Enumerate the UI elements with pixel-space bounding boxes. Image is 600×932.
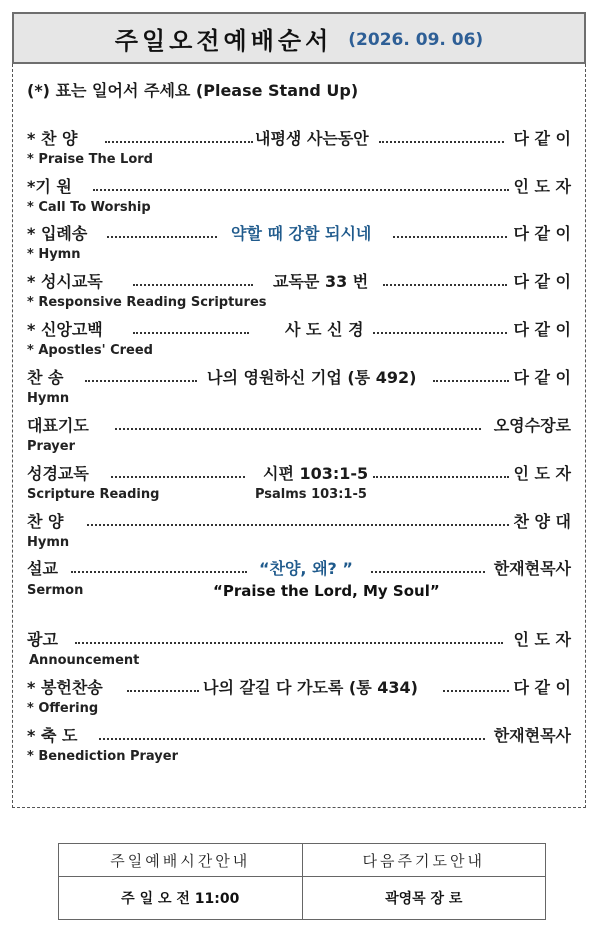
leader-dots [115,428,481,430]
item-english: * Call To Worship [27,200,151,215]
sermon-english-title: “Praise the Lord, My Soul” [213,582,440,600]
leader-dots [373,476,509,478]
item-title: 대표기도 [27,416,89,435]
item-english: * Responsive Reading Scriptures [27,295,267,310]
leader-dots [383,284,507,286]
item-leader: 다 같 이 [513,368,571,387]
order-row [27,126,571,150]
order-row [27,556,571,580]
item-english: Prayer [27,439,76,454]
item-leader: 다 같 이 [513,129,571,148]
order-row [27,675,571,699]
item-english: * Apostles' Creed [27,343,153,358]
item-english: * Hymn [27,247,81,262]
leader-dots [85,380,197,382]
item-english: Sermon [27,583,84,598]
item-title: 광고 [27,630,58,649]
next-prayer-value: 곽영목 장 로 [302,877,546,920]
item-title: 찬 양 [27,512,64,531]
item-leader: 한재현목사 [493,726,571,745]
item-title: *기 원 [27,177,72,196]
leader-dots [393,236,507,238]
order-row [27,509,571,533]
leader-dots [87,524,509,526]
item-title: * 찬 양 [27,129,78,148]
leader-dots [105,141,253,143]
item-english: * Praise The Lord [27,152,153,167]
item-title: * 성시교독 [27,272,103,291]
leader-dots [443,690,509,692]
item-detail: 교독문 33 번 [273,272,369,291]
order-row [27,627,571,651]
leader-dots [373,332,507,334]
leader-dots [379,141,504,143]
item-leader: 인 도 자 [513,630,571,649]
order-of-service [12,64,586,808]
item-leader: 다 같 이 [513,272,571,291]
order-row [27,269,571,293]
item-leader: 오영수장로 [493,416,571,435]
item-title: 찬 송 [27,368,64,387]
stand-up-notice: (*) 표는 일어서 주세요 (Please Stand Up) [27,81,359,100]
leader-dots [93,189,509,191]
leader-dots [127,690,199,692]
item-title: * 입례송 [27,224,88,243]
item-title: 성경교독 [27,464,89,483]
item-english: Announcement [29,653,140,668]
item-leader: 한재현목사 [493,559,571,578]
item-detail: 나의 갈길 다 가도록 (통 434) [203,678,418,697]
item-detail: 시편 103:1-5 [263,464,369,483]
next-prayer-header: 다음주기도안내 [302,844,546,877]
sermon-title: “찬양, 왜? ” [259,559,353,578]
item-detail: 사 도 신 경 [285,320,364,339]
service-time-header: 주일예배시간안내 [59,844,303,877]
item-english: * Offering [27,701,99,716]
order-row [27,317,571,341]
order-row [27,221,571,245]
item-title: * 신앙고백 [27,320,103,339]
service-time-value: 주 일 오 전 11:00 [59,877,303,920]
order-row [27,365,571,389]
item-leader: 찬 양 대 [513,512,571,531]
info-table [58,843,546,920]
order-row [27,723,571,747]
leader-dots [99,738,485,740]
item-detail: 내평생 사는동안 [255,129,369,148]
item-title: 설교 [27,559,58,578]
leader-dots [71,571,247,573]
leader-dots [433,380,509,382]
order-row [27,413,571,437]
leader-dots [133,284,253,286]
item-english: Hymn [27,391,70,406]
bulletin-title: 주일오전예배순서 [114,26,333,55]
item-leader: 인 도 자 [513,177,571,196]
service-date: (2026. 09. 06) [348,30,484,50]
leader-dots [107,236,217,238]
leader-dots [111,476,245,478]
item-title: * 축 도 [27,726,78,745]
leader-dots [371,571,485,573]
order-row [27,174,571,198]
order-row [27,461,571,485]
scripture-english: Psalms 103:1-5 [255,487,367,502]
item-leader: 다 같 이 [513,224,571,243]
leader-dots [133,332,249,334]
item-leader: 다 같 이 [513,320,571,339]
item-english: Scripture Reading [27,487,160,502]
item-title: * 봉헌찬송 [27,678,103,697]
item-detail: 나의 영원하신 기업 (통 492) [207,368,417,387]
item-leader: 인 도 자 [513,464,571,483]
item-leader: 다 같 이 [513,678,571,697]
hymn-title: 약할 때 강함 되시네 [231,224,372,243]
item-english: * Benediction Prayer [27,749,178,764]
leader-dots [75,642,503,644]
bulletin-header [12,12,586,64]
item-english: Hymn [27,535,70,550]
